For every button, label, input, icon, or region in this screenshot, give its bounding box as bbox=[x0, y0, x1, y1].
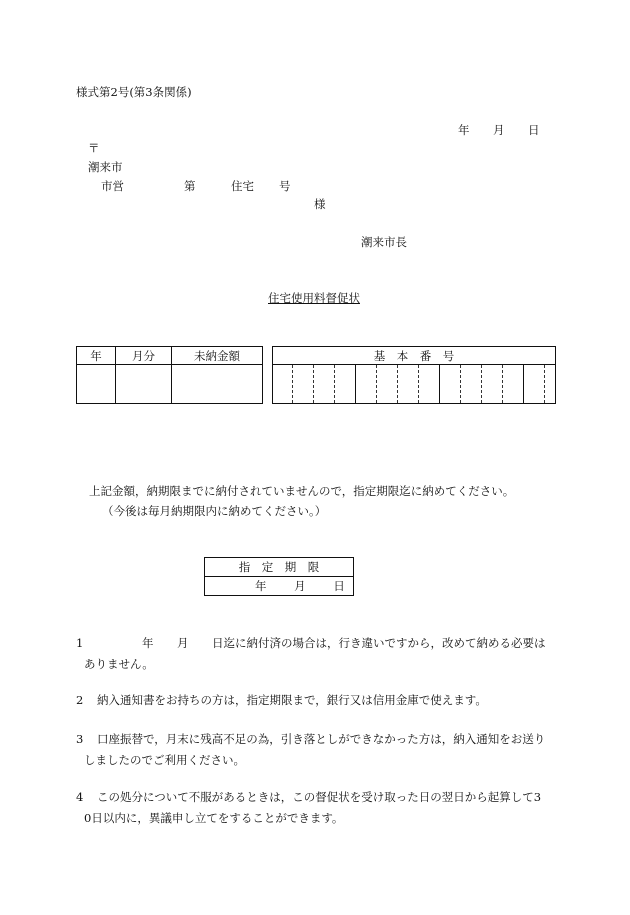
item3-continuation: しましたのでご利用ください。 bbox=[84, 753, 245, 767]
date-month: 月 bbox=[493, 123, 505, 137]
item1-continuation: ありません。 bbox=[84, 657, 154, 671]
date-year: 年 bbox=[458, 123, 470, 137]
item-number: 2 bbox=[76, 693, 84, 707]
digit-cell bbox=[377, 365, 398, 404]
digit-cell bbox=[545, 365, 556, 404]
deadline-header: 指 定 期 限 bbox=[205, 558, 354, 577]
item1-year: 年 bbox=[142, 636, 154, 650]
digit-cell bbox=[440, 365, 461, 404]
document-title: 住宅使用料督促状 bbox=[268, 291, 360, 305]
note-item-4 bbox=[76, 787, 556, 829]
digit-cell bbox=[273, 365, 293, 404]
deadline-year: 年 bbox=[255, 579, 267, 593]
header-month: 月分 bbox=[116, 347, 172, 365]
item4-text: この処分について不服があるときは，この督促状を受け取った日の翌日から起算して3 bbox=[96, 790, 542, 804]
item-number: 1 bbox=[76, 636, 84, 650]
digit-cell bbox=[461, 365, 482, 404]
deadline-day: 日 bbox=[333, 579, 345, 593]
address-block: 第 bbox=[184, 179, 196, 193]
item1-month: 月 bbox=[177, 636, 189, 650]
header-year: 年 bbox=[77, 347, 116, 365]
arrears-table bbox=[76, 346, 263, 404]
item-number: 4 bbox=[76, 790, 84, 804]
form-label: 様式第2号(第3条関係) bbox=[76, 85, 192, 99]
address-number: 号 bbox=[279, 179, 291, 193]
base-number-table bbox=[272, 346, 556, 404]
header-base-number: 基 本 番 号 bbox=[273, 347, 556, 365]
note-item-1 bbox=[76, 633, 556, 675]
deadline-table bbox=[204, 557, 354, 596]
digit-cell bbox=[314, 365, 335, 404]
digit-cell bbox=[503, 365, 524, 404]
item1-text: 日迄に納付済の場合は，行き違いですから，改めて納める必要は bbox=[212, 636, 546, 650]
city-name: 潮来市 bbox=[88, 160, 123, 174]
postal-mark: 〒 bbox=[88, 141, 100, 155]
address-municipal: 市営 bbox=[101, 179, 124, 193]
item4-continuation: 0日以内に，異議申し立てをすることができます。 bbox=[84, 811, 344, 825]
cell-amount bbox=[172, 365, 263, 404]
cell-month bbox=[116, 365, 172, 404]
item-number: 3 bbox=[76, 732, 84, 746]
digit-cell bbox=[335, 365, 356, 404]
deadline-month: 月 bbox=[294, 579, 306, 593]
note-item-2 bbox=[76, 690, 556, 711]
date-day: 日 bbox=[528, 123, 540, 137]
digit-cell bbox=[293, 365, 314, 404]
sender-name: 潮来市長 bbox=[361, 235, 407, 249]
notice-line-2: （今後は毎月納期限内に納めてください。） bbox=[102, 504, 327, 518]
digit-cell bbox=[356, 365, 377, 404]
item3-text: 口座振替で，月末に残高不足の為，引き落としができなかった方は，納入通知をお送り bbox=[96, 732, 546, 746]
deadline-date bbox=[205, 577, 354, 596]
honorific-sama: 様 bbox=[314, 197, 326, 211]
digit-cell bbox=[482, 365, 503, 404]
digit-cell bbox=[398, 365, 419, 404]
address-housing: 住宅 bbox=[231, 179, 254, 193]
note-item-3 bbox=[76, 729, 556, 771]
digit-cell bbox=[524, 365, 545, 404]
cell-year bbox=[77, 365, 116, 404]
notice-line-1: 上記金額，納期限までに納付されていませんので，指定期限迄に納めてください。 bbox=[89, 484, 515, 498]
item2-text: 納入通知書をお持ちの方は，指定期限まで，銀行又は信用金庫で使えます。 bbox=[96, 693, 487, 707]
header-amount: 未納金額 bbox=[172, 347, 263, 365]
digit-cell bbox=[419, 365, 440, 404]
